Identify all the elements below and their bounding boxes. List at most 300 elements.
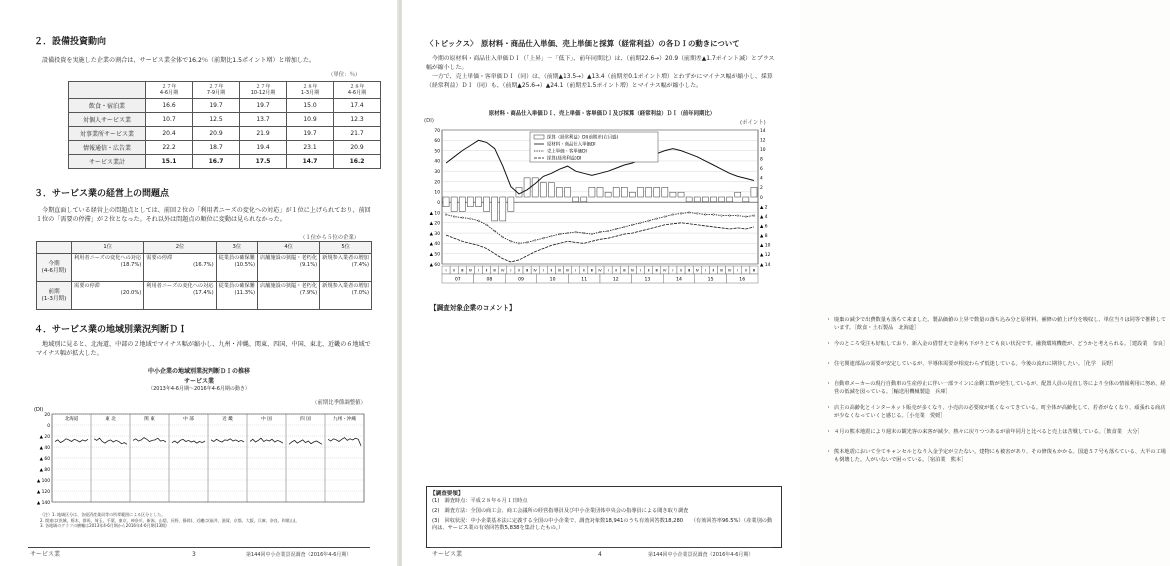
- diff-bar: [621, 187, 627, 197]
- diff-bar: [727, 197, 733, 202]
- section4-text: 地域別に見ると、北海道、中部の２地域でマイナス幅が縮小し、九州・沖縄、関東、四国、中国、東北、近畿の６地域でマイナス幅が拡大した。: [36, 341, 371, 357]
- footer-right: 第144回中小企業景況調査（2016年4-6月期）: [246, 552, 352, 558]
- column-header: ２７年 4-6月期: [146, 82, 193, 99]
- legend-label: 原材料・商品仕入単価DI: [547, 142, 596, 148]
- quarter-label: Ⅰ: [672, 268, 674, 273]
- region-series-line: [250, 438, 283, 443]
- table-cell: 21.7: [334, 127, 381, 141]
- table-cell: 16.2: [334, 155, 381, 169]
- survey-line: (3) 回収状況：中小企業基本法に定義する全国の中小企業で、調査対象数18,941のうち有効回答数18,280 （有効回答率96.5%）（産業別の動向は、サービス業の有効回答数5,838を集計したもの。）: [432, 518, 773, 531]
- y-tick-label: ▲ 20: [429, 221, 440, 227]
- diff-bar: [613, 187, 619, 197]
- region-label: 四 国: [300, 417, 311, 422]
- diff-bar: [646, 187, 652, 197]
- issue-percent: (10.5%): [234, 262, 255, 268]
- issue-percent: (20.0%): [120, 290, 142, 296]
- issue-text: 需要の停滞: [74, 283, 100, 289]
- unit-label: （単位：％）: [328, 72, 361, 78]
- region-series-line: [94, 438, 127, 444]
- table-cell: 19.7: [240, 99, 287, 113]
- price-chart: [418, 124, 792, 298]
- quarter-label: Ⅲ: [461, 268, 464, 273]
- diff-bar: [540, 183, 546, 197]
- diff-bar: [662, 187, 668, 197]
- table-cell: 23.1: [287, 141, 334, 155]
- right-page: [402, 0, 1169, 566]
- left-page: [0, 0, 398, 566]
- y-tick-label: 70: [434, 128, 440, 134]
- diff-bar: [524, 178, 530, 197]
- investment-header-row: [69, 82, 381, 99]
- series-point: [656, 218, 658, 220]
- issue-percent: (9.1%): [299, 262, 318, 268]
- rank-header: 1位: [72, 242, 144, 254]
- row-label: 情報通信・広告業: [69, 141, 146, 155]
- section2-title: ２．設備投資動向: [34, 37, 107, 47]
- comment-item: ・ 店主の高齢化とインターネット販売が多くなり、小売店の必要度が低くなってきている。町全体が高齢化して、若者がなくなり、頑張れる商店が少なくなっていくと感じる。［小売業 愛媛］: [834, 405, 1170, 420]
- table-row: [69, 113, 381, 127]
- y2-tick-label: 10: [760, 147, 766, 153]
- table-cell: 19.7: [287, 127, 334, 141]
- y-tick-label: 50: [434, 149, 440, 155]
- issue-percent: (11.3%): [234, 290, 255, 296]
- diff-bar: [565, 187, 571, 197]
- issue-cell: [320, 282, 372, 310]
- table-corner: [37, 242, 72, 254]
- year-label: 10: [549, 277, 556, 283]
- series-point: [680, 213, 682, 215]
- comment-item: ・ 自動車メーカーの現行自動車の生産停止に伴い一部ラインに余剰工数が発生しているが、配置人員の見直し等により全体の情報利用に努め、経営の低減を図っている。［輸送用機械製造 兵庫］: [834, 381, 1170, 396]
- topics-text-2: 一方で、売上単価・客単価ＤＩ（同）は、（前期▲13.5→）▲13.4（前期差0.1ポイント増）とわずかにマイナス幅が縮小し、採算（経常利益）ＤＩ（同）も、（前期▲25.6→）▲24.1（前期差1.5ポイント増）とマイナス幅が縮小した。: [426, 74, 773, 89]
- table-cell: 17.4: [334, 99, 381, 113]
- series-point: [729, 215, 731, 217]
- y2-tick-label: ▲ 2: [760, 205, 768, 211]
- rank-header: 5位: [320, 242, 372, 254]
- region-series-line: [289, 440, 322, 444]
- diff-bar: [475, 197, 481, 207]
- row-label: 今期 (4-6月期): [37, 254, 72, 282]
- series-point: [510, 241, 512, 243]
- quarter-label: Ⅳ: [598, 268, 602, 273]
- issue-cell: [257, 282, 319, 310]
- issue-cell: [144, 282, 216, 310]
- investment-table: [68, 81, 381, 169]
- region-label: 東 北: [105, 417, 116, 422]
- series-point: [575, 231, 577, 233]
- y-tick-label: ▲ 80: [39, 467, 50, 473]
- table-cell: 15.1: [146, 155, 193, 169]
- year-label: 15: [707, 277, 714, 283]
- issue-text: 新規参入業者の増加: [322, 283, 369, 289]
- y-tick-label: ▲ 40: [429, 242, 440, 248]
- quarter-label: Ⅱ: [712, 268, 715, 273]
- section3-title: ３．サービス業の経営上の問題点: [34, 189, 170, 199]
- region-chart-period: （2013年4-6月期～2016年4-6月期の動き）: [148, 386, 250, 392]
- y2-tick-label: 12: [760, 138, 766, 144]
- quarter-label: Ⅲ: [493, 268, 496, 273]
- diff-bar: [532, 178, 538, 197]
- quarter-label: Ⅳ: [501, 268, 505, 273]
- diff-bar: [589, 187, 595, 197]
- region-series-line: [133, 438, 166, 442]
- y-tick-label: ▲ 60: [39, 456, 50, 462]
- year-label: 12: [612, 277, 619, 283]
- row-label: 前期 (1-3月期): [37, 282, 72, 310]
- page-number-right: 4: [598, 551, 602, 558]
- y-tick-label: ▲ 140: [36, 500, 50, 506]
- series-point: [745, 216, 747, 218]
- section4-title: ４．サービス業の地域別業況判断ＤＩ: [34, 325, 188, 335]
- series-point: [494, 230, 496, 232]
- quarter-label: Ⅲ: [623, 268, 626, 273]
- row-label: 飲食・宿泊業: [69, 99, 146, 113]
- diff-bar: [629, 192, 635, 197]
- year-label: 07: [454, 277, 461, 283]
- series-point: [705, 214, 707, 216]
- rank-header: 4位: [257, 242, 319, 254]
- legend-label: 採算(経常利益)DI: [547, 156, 582, 162]
- issue-text: 利用者ニーズの変化への対応: [74, 255, 142, 261]
- issue-text: 新規参入業者の増加: [322, 255, 369, 261]
- quarter-label: Ⅱ: [680, 268, 682, 273]
- topics-title: 〈トピックス〉 原材料・商品仕入単価、売上単価と採算（経常利益）の各ＤＩの動きについて: [426, 39, 740, 48]
- region-series-line: [211, 439, 244, 442]
- series-point: [696, 213, 698, 215]
- y-tick-label: 0: [47, 423, 50, 429]
- issue-cell: [72, 254, 144, 282]
- y2-tick-label: 8: [760, 157, 763, 163]
- table-cell: 20.9: [193, 127, 240, 141]
- table-corner: [69, 82, 146, 99]
- issue-text: 従業員の確保難: [218, 255, 255, 261]
- quarter-label: Ⅰ: [477, 268, 479, 273]
- rank-header: 2位: [144, 242, 216, 254]
- survey-box: [426, 486, 782, 548]
- table-cell: 15.0: [287, 99, 334, 113]
- diff-bar: [718, 197, 724, 202]
- quarter-label: Ⅳ: [727, 268, 732, 273]
- table-cell: 10.9: [287, 113, 334, 127]
- year-label: 09: [518, 277, 524, 283]
- row-label: 対個人サービス業: [69, 113, 146, 127]
- series-point: [526, 242, 528, 244]
- quarter-label: Ⅱ: [647, 268, 650, 273]
- series-point: [607, 230, 609, 232]
- survey-line: (2) 調査方法：全国の商工会、商工会議所の経営指導員及び中小企業団体中央会の指導員による聞き取り調査: [432, 508, 689, 514]
- table-cell: 12.5: [193, 113, 240, 127]
- footer-rule: [28, 547, 370, 548]
- survey-line: (1) 調査時点：平成２８年６月１日時点: [432, 498, 528, 504]
- diff-bar: [548, 183, 554, 197]
- table-cell: 20.9: [334, 141, 381, 155]
- series-point: [591, 233, 593, 235]
- region-label: 九州・沖縄: [333, 417, 356, 422]
- legend-swatch: [534, 135, 544, 139]
- series-point: [624, 226, 626, 228]
- issue-text: 従業員の確保難: [218, 283, 255, 289]
- y2-tick-label: ▲ 4: [760, 214, 768, 220]
- table-cell: 22.2: [146, 141, 193, 155]
- region-chart-title: 中小企業の地域別業況判断ＤＩの推移: [147, 368, 250, 375]
- comment-item: ・ 住宅関連部品の需要が安定しているが、半導体需要が相変わらず低迷している。今後の流れに期待したい。［化学 長野］: [834, 361, 1170, 369]
- series-point: [648, 220, 650, 222]
- quarter-label: Ⅳ: [695, 268, 699, 273]
- diff-bar: [459, 197, 465, 211]
- diff-bar: [508, 197, 514, 211]
- region-label: 近 畿: [222, 417, 233, 422]
- y-tick-label: ▲ 60: [429, 262, 440, 268]
- quarter-label: Ⅰ: [510, 268, 512, 273]
- legend-label: 採算（経常利益）DI(前期差(右目盛): [547, 135, 619, 141]
- y-tick-label: 60: [434, 139, 440, 145]
- quarter-label: Ⅱ: [744, 268, 747, 273]
- y-tick-label: ▲ 100: [36, 478, 50, 484]
- year-label: 14: [676, 277, 682, 283]
- y2-tick-label: 6: [760, 167, 763, 173]
- issue-text: 利用者ニーズの変化への対応: [146, 283, 214, 289]
- y2-tick-label: 2: [760, 186, 763, 192]
- quarter-label: Ⅰ: [542, 268, 544, 273]
- chart-legend: [530, 132, 658, 162]
- diff-bar: [654, 187, 660, 197]
- issue-percent: (7.9%): [299, 290, 318, 296]
- year-label: 13: [644, 277, 651, 283]
- series-point: [599, 231, 601, 233]
- diff-bar: [500, 197, 506, 221]
- series-point: [640, 222, 642, 224]
- region-chart-legend: （前期比季節調整値）: [312, 400, 366, 406]
- y-tick-label: 0: [437, 200, 440, 206]
- region-label: 中 国: [261, 417, 272, 422]
- table-cell: 19.4: [240, 141, 287, 155]
- issues-header-row: [37, 242, 372, 254]
- series-point: [583, 232, 585, 234]
- table-row: [37, 282, 372, 310]
- quarter-label: Ⅱ: [615, 268, 618, 273]
- region-chart: [34, 404, 368, 508]
- table-row: [37, 254, 372, 282]
- y-tick-label: ▲ 20: [39, 434, 50, 440]
- diff-bar: [556, 187, 562, 197]
- issue-percent: (16.7%): [193, 262, 214, 268]
- issue-cell: [257, 254, 319, 282]
- quarter-label: Ⅲ: [655, 268, 658, 273]
- issue-cell: [320, 254, 372, 282]
- table-cell: 10.7: [146, 113, 193, 127]
- year-label: 16: [739, 277, 746, 283]
- y-tick-label: ▲ 30: [429, 231, 440, 237]
- diff-bar: [686, 197, 692, 202]
- quarter-label: Ⅰ: [737, 268, 739, 273]
- table-cell: 12.3: [334, 113, 381, 127]
- series-point: [453, 216, 455, 218]
- table-cell: 20.4: [146, 127, 193, 141]
- series-point: [721, 215, 723, 217]
- table-row: [69, 141, 381, 155]
- issue-percent: (7.4%): [351, 262, 369, 268]
- quarter-label: Ⅳ: [630, 268, 635, 273]
- series-point: [688, 212, 690, 214]
- issue-cell: [144, 254, 216, 282]
- region-series-line: [328, 438, 361, 446]
- y2-tick-label: ▲ 6: [760, 224, 768, 230]
- y2-tick-label: 4: [760, 176, 763, 182]
- quarter-label: Ⅰ: [445, 268, 447, 273]
- y2-tick-label: ▲ 12: [760, 253, 771, 259]
- issue-percent: (17.4%): [193, 290, 214, 296]
- year-label: 08: [486, 277, 493, 283]
- table-cell: 16.6: [146, 99, 193, 113]
- y-tick-label: 40: [434, 159, 440, 165]
- quarter-label: Ⅰ: [607, 268, 609, 273]
- comment-item: ・ 熊本地震において全てキャンセルとなり入金予定が立たない。建物にも被害があり、その修復もかかる。国道５７号も落ちている、大半の工場も倒壊した。人がいないで困っている。［宿泊業 熊本］: [834, 449, 1170, 464]
- region-label: 中 部: [183, 417, 194, 422]
- y-tick-label: ▲ 10: [429, 211, 440, 217]
- quarter-label: Ⅱ: [453, 268, 456, 273]
- series-point: [567, 232, 569, 234]
- diff-bar: [605, 192, 611, 197]
- issue-text: 店舗施設の狭隘・老朽化: [259, 255, 318, 261]
- table-cell: 17.5: [240, 155, 287, 169]
- y2-tick-label: ▲ 10: [760, 243, 771, 249]
- y-tick-label: ▲ 120: [36, 489, 50, 495]
- topics-text-1: 今期の原材料・商品仕入単価ＤＩ（「上昇」－「低下」、前年同期比）は、（前期22.6→）20.9（前期差▲1.7ポイント減）とプラス幅が縮小した。: [426, 56, 775, 71]
- footer-right-right: 第144回中小企業景況調査（2016年4-6月期）: [648, 552, 754, 558]
- section2-text: 設備投資を実施した企業の割合は、サービス業全体で16.2％（前期比1.5ポイント増）と増加した。: [42, 57, 316, 64]
- y-tick-label: ▲ 50: [429, 252, 440, 258]
- issue-text: 需要の停滞: [146, 255, 173, 261]
- series-point: [664, 216, 666, 218]
- series-point: [559, 233, 561, 235]
- table-cell: 21.9: [240, 127, 287, 141]
- diff-bar: [702, 197, 708, 202]
- series-point: [551, 235, 553, 237]
- price-chart-ylabel-left: (DI): [424, 118, 434, 124]
- diff-bar: [597, 187, 603, 197]
- quarter-label: Ⅲ: [590, 268, 594, 273]
- issues-table: [36, 241, 372, 310]
- diff-bar: [484, 197, 490, 211]
- issue-percent: (18.7%): [120, 262, 142, 268]
- quarter-label: Ⅱ: [518, 268, 520, 273]
- diff-bar: [678, 192, 684, 197]
- y-tick-label: 30: [434, 170, 440, 176]
- table-row: [69, 155, 381, 169]
- series-point: [518, 243, 520, 245]
- quarter-label: Ⅳ: [533, 268, 537, 273]
- rank-note: （１位から５位の企業）: [300, 235, 360, 241]
- region-series-line: [55, 439, 88, 443]
- region-label: 北海道: [64, 417, 79, 422]
- table-cell: 16.7: [193, 155, 240, 169]
- quarter-label: Ⅲ: [525, 268, 529, 273]
- y2-tick-label: ▲ 14: [760, 262, 771, 268]
- series-point: [713, 214, 715, 216]
- year-label: 11: [581, 277, 588, 283]
- page-number: 3: [192, 551, 196, 558]
- table-cell: 19.7: [193, 99, 240, 113]
- table-cell: 14.7: [287, 155, 334, 169]
- diff-bar: [451, 197, 457, 211]
- legend-label: 売上単価・客単価DI: [547, 149, 587, 155]
- diff-bar: [581, 197, 587, 202]
- quarter-label: Ⅰ: [575, 268, 577, 273]
- table-row: [69, 99, 381, 113]
- issue-text: 店舗施設の狭隘・老朽化: [259, 283, 318, 289]
- table-row: [69, 127, 381, 141]
- y2-tick-label: 14: [760, 128, 766, 134]
- comment-item: ・ 今のところ受注も好転しており、新入金の借替えで金利も下がりとても良い状況です。融資環境機能が、どうかと考えられる。［建設業 奈良］: [834, 341, 1170, 349]
- series-point: [461, 217, 463, 219]
- quarter-label: Ⅱ: [582, 268, 585, 273]
- column-header: ２８年 1-3月期: [287, 82, 334, 99]
- diff-bar: [743, 197, 749, 202]
- price-chart-ylabel-right: (ポイント): [740, 120, 766, 126]
- column-header: ２８年 4-6月期: [334, 82, 381, 99]
- y2-tick-label: 0: [760, 195, 763, 201]
- table-cell: 13.7: [240, 113, 287, 127]
- diff-bar: [443, 197, 449, 207]
- diff-bar: [694, 197, 700, 202]
- y-tick-label: 20: [434, 180, 440, 186]
- diff-bar: [751, 187, 757, 197]
- series-point: [672, 214, 674, 216]
- series-point: [542, 237, 544, 239]
- series-point: [632, 224, 634, 226]
- issue-cell: [72, 282, 144, 310]
- region-label: 関 東: [144, 417, 155, 422]
- quarter-label: Ⅱ: [485, 268, 488, 273]
- column-header: ２７年 10-12月期: [240, 82, 287, 99]
- y-axis-label: (DI): [34, 407, 44, 413]
- quarter-label: Ⅳ: [468, 268, 473, 273]
- issue-cell: [216, 282, 257, 310]
- rank-header: 3位: [216, 242, 257, 254]
- diff-bar: [670, 192, 676, 197]
- comment-item: ・ 廃棄の減少で出費数量も落ちて来ました。製品価値の上昇で数量の落ち込み分と原材料、補修の値上げ分を吸収し、単位当りは同等で推移しています。［飲食・土石製品 北海道］: [834, 317, 1170, 332]
- quarter-label: Ⅱ: [550, 268, 553, 273]
- footer-rule-right: [430, 547, 772, 548]
- price-chart-title: 原材料・商品仕入単価ＤＩ、売上単価・客単価ＤＩ及び採算（経常利益）ＤＩ（前年同期比）: [488, 111, 716, 117]
- quarter-label: Ⅲ: [687, 268, 691, 273]
- diff-bar: [637, 187, 643, 197]
- series-point: [737, 215, 739, 217]
- series-point: [502, 236, 504, 238]
- quarter-label: Ⅰ: [704, 268, 706, 273]
- quarter-label: Ⅰ: [639, 268, 642, 273]
- diff-bar: [573, 197, 579, 202]
- region-chart-subtitle: サービス業: [183, 378, 214, 385]
- comments-title: 【調査対象企業のコメント】: [430, 304, 516, 312]
- comment-item: ・ ４月の熊本地震により週末の観光客の来客が減少、熱々に戻りつつあるが前年同月と比べると売上は苦戦している。［飲食業 大分］: [834, 429, 1170, 437]
- issue-percent: (7.0%): [351, 290, 369, 296]
- series-point: [445, 214, 447, 216]
- section3-text: 今期直面している経営上の問題点としては、前回２位の「利用者ニーズの変化への対応」が１位に上げられており、前回１位の「需要の停滞」が２位となった。それ以外は問題点の順位に変動は見られなかった。: [36, 207, 371, 223]
- series-point: [534, 239, 536, 241]
- diff-bar: [710, 197, 716, 202]
- y-tick-label: 10: [434, 190, 440, 196]
- column-header: ２７年 7-9月期: [193, 82, 240, 99]
- quarter-label: Ⅲ: [752, 268, 756, 273]
- quarter-label: Ⅲ: [558, 268, 561, 273]
- row-label: 対事業所サービス業: [69, 127, 146, 141]
- diff-bar: [735, 192, 741, 197]
- region-series-line: [172, 439, 205, 443]
- y-tick-label: ▲ 40: [39, 445, 50, 451]
- series-point: [470, 218, 472, 220]
- quarter-label: Ⅳ: [663, 268, 667, 273]
- footer-left: サービス業: [30, 551, 61, 558]
